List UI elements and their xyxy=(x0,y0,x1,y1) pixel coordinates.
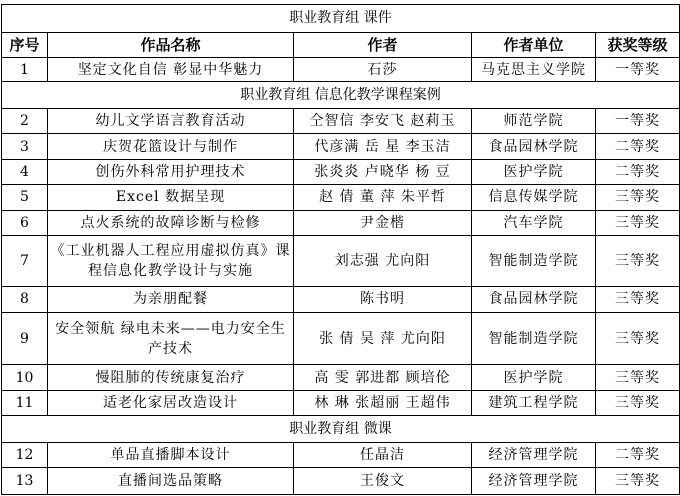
section-row xyxy=(2,82,680,108)
cell-grade: 一等奖 xyxy=(596,108,680,133)
cell-author: 刘志强 尤向阳 xyxy=(294,236,472,287)
cell-no: 12 xyxy=(2,442,48,467)
cell-title: 直播间选品策略 xyxy=(48,468,294,495)
cell-no: 9 xyxy=(2,312,48,365)
cell-grade: 一等奖 xyxy=(596,57,680,81)
header-author: 作者 xyxy=(294,32,472,57)
cell-author: 赵 倩 董 萍 朱平哲 xyxy=(294,185,472,210)
cell-grade: 三等奖 xyxy=(596,390,680,415)
table-row xyxy=(2,312,680,365)
cell-no: 5 xyxy=(2,185,48,210)
cell-no: 4 xyxy=(2,159,48,184)
cell-no: 13 xyxy=(2,468,48,495)
cell-unit: 智能制造学院 xyxy=(472,236,596,287)
cell-unit: 经济管理学院 xyxy=(472,442,596,467)
table-row xyxy=(2,57,680,81)
header-no: 序号 xyxy=(2,32,48,57)
section-heading: 职业教育组 课件 xyxy=(2,5,680,33)
cell-no: 2 xyxy=(2,108,48,133)
cell-author: 尹金楷 xyxy=(294,210,472,235)
table-row xyxy=(2,159,680,184)
cell-no: 8 xyxy=(2,287,48,312)
section-heading: 职业教育组 信息化教学课程案例 xyxy=(2,82,680,108)
cell-no: 10 xyxy=(2,365,48,390)
section-row xyxy=(2,416,680,442)
cell-author: 仝智信 李安飞 赵莉玉 xyxy=(294,108,472,133)
header-title: 作品名称 xyxy=(48,32,294,57)
cell-grade: 二等奖 xyxy=(596,159,680,184)
section-heading: 职业教育组 微课 xyxy=(2,416,680,442)
cell-grade: 三等奖 xyxy=(596,287,680,312)
cell-unit: 食品园林学院 xyxy=(472,134,596,159)
cell-title: 庆贺花篮设计与制作 xyxy=(48,134,294,159)
table-row xyxy=(2,210,680,235)
cell-grade: 三等奖 xyxy=(596,312,680,365)
cell-grade: 三等奖 xyxy=(596,236,680,287)
cell-unit: 信息传媒学院 xyxy=(472,185,596,210)
cell-grade: 二等奖 xyxy=(596,134,680,159)
cell-grade: 三等奖 xyxy=(596,365,680,390)
cell-grade: 三等奖 xyxy=(596,210,680,235)
cell-title: Excel 数据呈现 xyxy=(48,185,294,210)
cell-unit: 汽车学院 xyxy=(472,210,596,235)
cell-unit: 医护学院 xyxy=(472,159,596,184)
cell-grade: 三等奖 xyxy=(596,468,680,495)
cell-author: 代彦满 岳 星 李玉洁 xyxy=(294,134,472,159)
cell-title: 《工业机器人工程应用虚拟仿真》课程信息化教学设计与实施 xyxy=(48,236,294,287)
cell-no: 11 xyxy=(2,390,48,415)
cell-author: 陈书明 xyxy=(294,287,472,312)
awards-table xyxy=(1,4,680,495)
cell-author: 林 琳 张超丽 王超伟 xyxy=(294,390,472,415)
cell-title: 单品直播脚本设计 xyxy=(48,442,294,467)
cell-title: 慢阻肺的传统康复治疗 xyxy=(48,365,294,390)
cell-no: 1 xyxy=(2,57,48,81)
header-unit: 作者单位 xyxy=(472,32,596,57)
cell-author: 张炎炎 卢晓华 杨 豆 xyxy=(294,159,472,184)
cell-title: 适老化家居改造设计 xyxy=(48,390,294,415)
table-row xyxy=(2,468,680,495)
cell-title: 创伤外科常用护理技术 xyxy=(48,159,294,184)
cell-unit: 经济管理学院 xyxy=(472,468,596,495)
section-row xyxy=(2,5,680,33)
cell-title: 幼儿文学语言教育活动 xyxy=(48,108,294,133)
cell-author: 高 雯 郭进都 顾培伦 xyxy=(294,365,472,390)
table-row xyxy=(2,108,680,133)
table-row xyxy=(2,390,680,415)
cell-author: 张 倩 吴 萍 尤向阳 xyxy=(294,312,472,365)
cell-no: 3 xyxy=(2,134,48,159)
cell-no: 6 xyxy=(2,210,48,235)
cell-grade: 二等奖 xyxy=(596,442,680,467)
cell-grade: 三等奖 xyxy=(596,185,680,210)
cell-author: 王俊文 xyxy=(294,468,472,495)
header-grade: 获奖等级 xyxy=(596,32,680,57)
table-row xyxy=(2,287,680,312)
cell-unit: 医护学院 xyxy=(472,365,596,390)
cell-title: 为亲朋配餐 xyxy=(48,287,294,312)
cell-title: 点火系统的故障诊断与检修 xyxy=(48,210,294,235)
cell-unit: 马克思主义学院 xyxy=(472,57,596,81)
cell-unit: 师范学院 xyxy=(472,108,596,133)
cell-title: 安全领航 绿电未来——电力安全生产技术 xyxy=(48,312,294,365)
cell-unit: 食品园林学院 xyxy=(472,287,596,312)
table-row xyxy=(2,185,680,210)
table-row xyxy=(2,134,680,159)
header-row xyxy=(2,32,680,57)
cell-no: 7 xyxy=(2,236,48,287)
table-row xyxy=(2,236,680,287)
table-row xyxy=(2,442,680,467)
cell-author: 任晶洁 xyxy=(294,442,472,467)
cell-unit: 建筑工程学院 xyxy=(472,390,596,415)
table-row xyxy=(2,365,680,390)
cell-author: 石莎 xyxy=(294,57,472,81)
cell-unit: 智能制造学院 xyxy=(472,312,596,365)
cell-title: 坚定文化自信 彰显中华魅力 xyxy=(48,57,294,81)
